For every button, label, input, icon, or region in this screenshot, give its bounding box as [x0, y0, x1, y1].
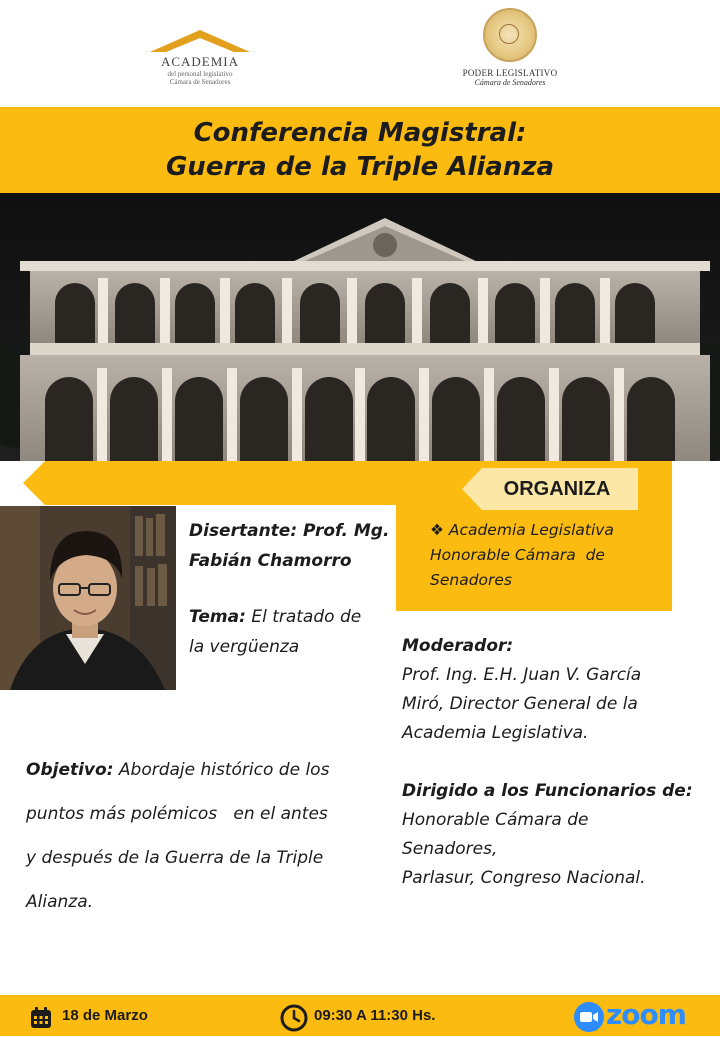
organiza-line-3: Senadores — [430, 571, 513, 589]
speaker-portrait-illustration — [0, 506, 176, 690]
objetivo-block — [26, 748, 381, 924]
objetivo-line-4: Alianza. — [26, 892, 94, 912]
academia-logo — [140, 30, 260, 92]
event-time: 09:30 A 11:30 Hs. — [314, 1007, 436, 1024]
zoom-logo — [574, 1000, 704, 1036]
objetivo-label: Objetivo: — [26, 760, 114, 780]
moderador-line-1: Prof. Ing. E.H. Juan V. García — [402, 665, 642, 685]
poder-legislativo-logo — [455, 8, 565, 98]
poder-logo-line2: Cámara de Senadores — [474, 78, 546, 87]
academia-roof-icon — [150, 30, 250, 52]
moderador-block — [402, 632, 712, 748]
event-date: 18 de Marzo — [62, 1007, 148, 1024]
dirigido-line-3: Parlasur, Congreso Nacional. — [402, 868, 646, 888]
clock-icon — [280, 1004, 308, 1032]
moderador-line-3: Academia Legislativa. — [402, 723, 589, 743]
dirigido-label: Dirigido a los Funcionarios de: — [402, 781, 693, 801]
organiza-label-tag — [482, 468, 638, 510]
disertante-label: Disertante: Prof. Mg. — [189, 521, 390, 541]
objetivo-line-2: puntos más polémicos en el antes — [26, 804, 328, 824]
organiza-text — [430, 518, 670, 593]
objetivo-line-1: Abordaje histórico de los — [118, 760, 330, 780]
objetivo-line-3: y después de la Guerra de la Triple — [26, 848, 324, 868]
speaker-photo — [0, 506, 176, 690]
tema-block — [189, 602, 399, 662]
disertante-block — [189, 516, 404, 576]
tema-label: Tema: — [189, 607, 246, 627]
calendar-icon — [30, 1007, 52, 1029]
organiza-line-2: Honorable Cámara de — [430, 546, 605, 564]
title-band — [0, 107, 720, 193]
title-line-1: Conferencia Magistral: — [193, 118, 527, 148]
arrow-band — [45, 461, 400, 505]
poder-logo-line1: PODER LEGISLATIVO — [462, 68, 558, 78]
moderador-line-2: Miró, Director General de la — [402, 694, 638, 714]
organiza-label: ORGANIZA — [503, 478, 611, 500]
zoom-wordmark: zoom — [606, 998, 686, 1031]
national-seal-icon — [483, 8, 537, 62]
dirigido-line-1: Honorable Cámara de — [402, 810, 589, 830]
disertante-name: Fabián Chamorro — [189, 551, 352, 571]
diamond-bullet-icon: ❖ — [430, 521, 444, 539]
title-line-2: Guerra de la Triple Alianza — [165, 152, 555, 182]
palace-illustration — [0, 193, 720, 461]
organiza-line-1-text: Academia Legislativa — [448, 521, 614, 539]
dirigido-block — [402, 777, 712, 893]
building-photo — [0, 193, 720, 461]
academia-logo-sub2: Cámara de Senadores — [169, 78, 231, 86]
organiza-line-1 — [430, 518, 670, 543]
tema-value-line-1: El tratado de — [251, 607, 362, 627]
academia-logo-name: ACADEMIA — [160, 54, 240, 69]
dirigido-line-2: Senadores, — [402, 839, 498, 859]
moderador-label: Moderador: — [402, 636, 514, 656]
academia-logo-sub1: del personal legislativo — [167, 70, 233, 78]
zoom-camera-icon — [574, 1002, 604, 1032]
camera-glyph-icon — [574, 1002, 604, 1032]
tema-value-line-2: la vergüenza — [189, 637, 300, 657]
